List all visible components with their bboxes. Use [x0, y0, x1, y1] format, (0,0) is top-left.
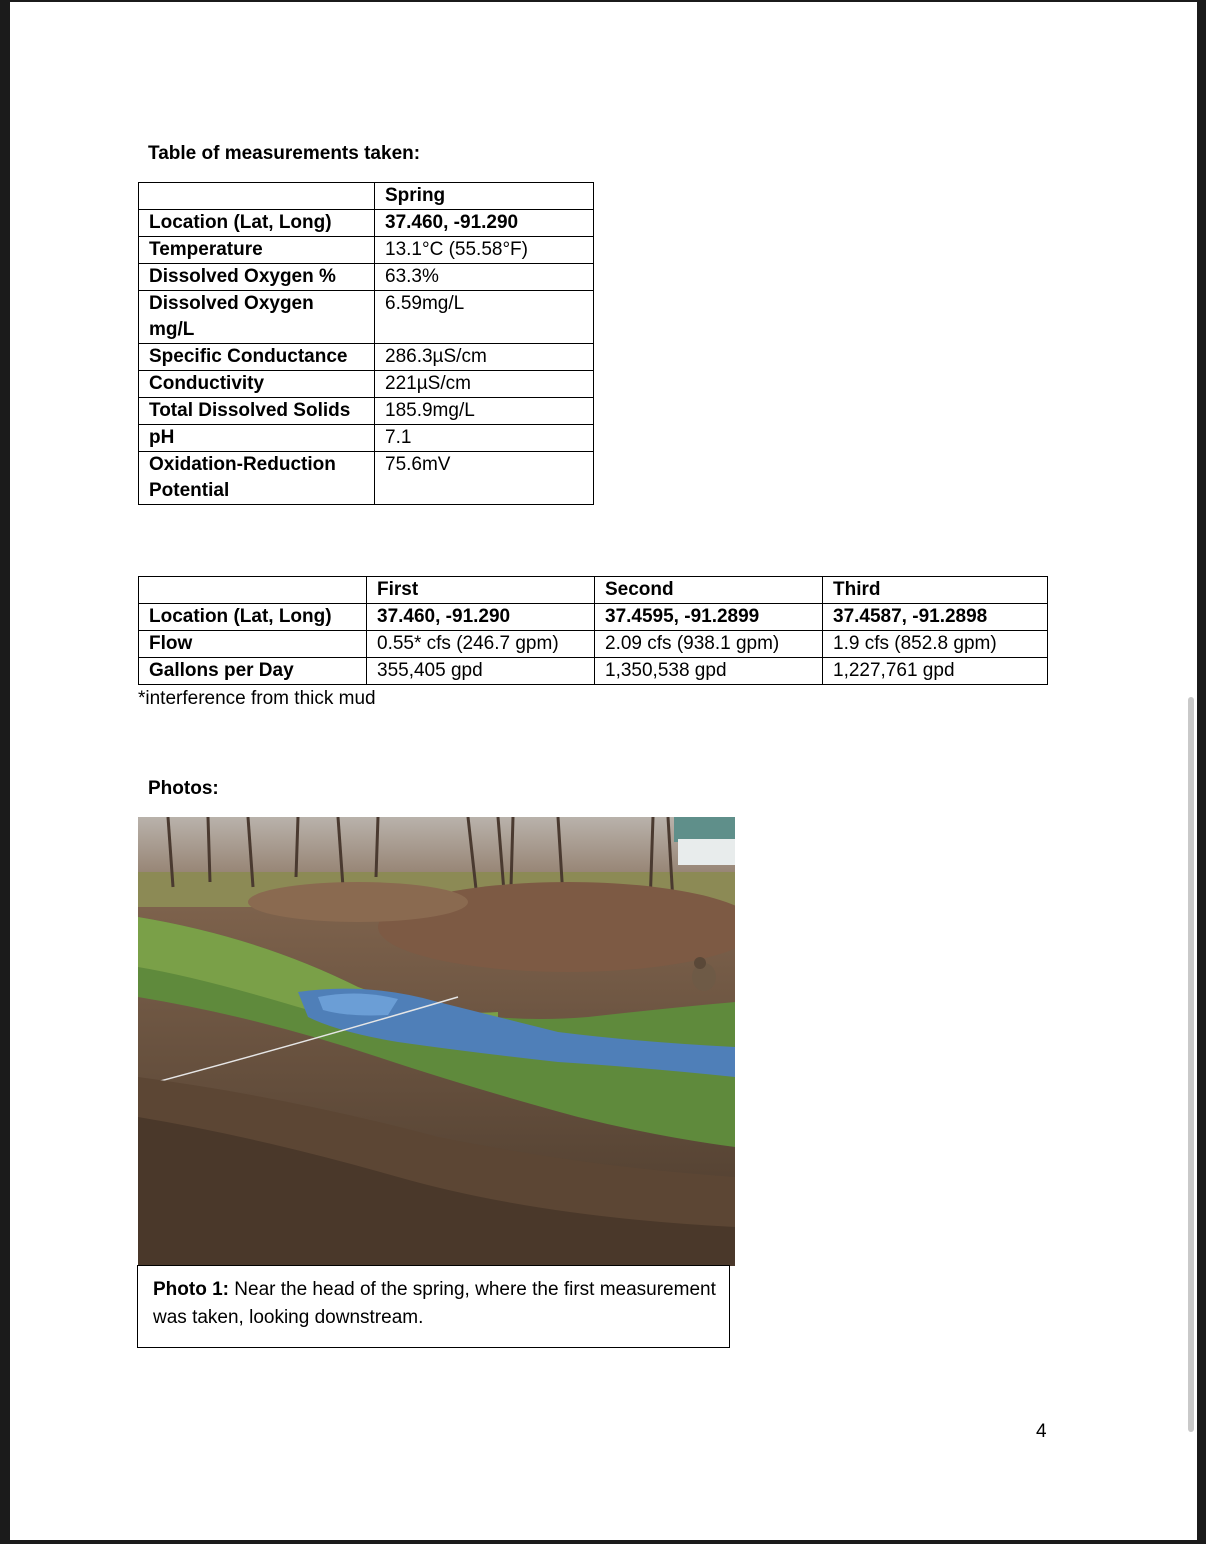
table-row — [139, 425, 594, 452]
spring-photo — [138, 817, 735, 1266]
row-label: pH — [139, 425, 375, 452]
table-row — [139, 237, 594, 264]
page-number: 4 — [1036, 1421, 1047, 1442]
row-value: 185.9mg/L — [375, 398, 594, 425]
row-value: 1,227,761 gpd — [823, 658, 1048, 685]
row-value: 286.3µS/cm — [375, 344, 594, 371]
row-value: 355,405 gpd — [367, 658, 595, 685]
row-value: 2.09 cfs (938.1 gpm) — [595, 631, 823, 658]
row-value: 1,350,538 gpd — [595, 658, 823, 685]
table-row — [139, 604, 1048, 631]
row-value: 37.4587, -91.2898 — [823, 604, 1048, 631]
row-label: Oxidation-Reduction Potential — [139, 452, 375, 505]
row-value: 221µS/cm — [375, 371, 594, 398]
row-label: Total Dissolved Solids — [139, 398, 375, 425]
table-row — [139, 577, 1048, 604]
table-row — [139, 398, 594, 425]
footnote: *interference from thick mud — [138, 688, 376, 709]
photo-caption — [137, 1265, 730, 1348]
row-value: 37.460, -91.290 — [375, 210, 594, 237]
row-value: 75.6mV — [375, 452, 594, 505]
row-label: Location (Lat, Long) — [139, 604, 367, 631]
row-label: Specific Conductance — [139, 344, 375, 371]
table-row — [139, 452, 594, 505]
row-value: 0.55* cfs (246.7 gpm) — [367, 631, 595, 658]
flow-measurements-table — [138, 576, 1048, 685]
row-label: Flow — [139, 631, 367, 658]
table-header: Second — [595, 577, 823, 604]
table-row — [139, 291, 594, 344]
table-row — [139, 658, 1048, 685]
spring-measurements-table — [138, 182, 594, 505]
table-header: Third — [823, 577, 1048, 604]
caption-label: Photo 1: — [153, 1279, 229, 1300]
row-value: 13.1°C (55.58°F) — [375, 237, 594, 264]
row-value: 1.9 cfs (852.8 gpm) — [823, 631, 1048, 658]
table-row — [139, 210, 594, 237]
table-row — [139, 371, 594, 398]
table-row — [139, 631, 1048, 658]
row-label: Dissolved Oxygen % — [139, 264, 375, 291]
row-label: Location (Lat, Long) — [139, 210, 375, 237]
photos-heading: Photos: — [148, 778, 219, 799]
measurements-heading: Table of measurements taken: — [148, 143, 421, 164]
table-row — [139, 344, 594, 371]
row-label: Gallons per Day — [139, 658, 367, 685]
table-header: First — [367, 577, 595, 604]
caption-text: Near the head of the spring, where the first measurement was taken, looking downstream. — [153, 1279, 716, 1328]
table-row — [139, 183, 594, 210]
vertical-scrollbar[interactable] — [1188, 697, 1194, 1432]
row-value: 6.59mg/L — [375, 291, 594, 344]
table-cell — [139, 577, 367, 604]
table-row — [139, 264, 594, 291]
table-cell — [139, 183, 375, 210]
row-label: Temperature — [139, 237, 375, 264]
table-header: Spring — [375, 183, 594, 210]
row-value: 63.3% — [375, 264, 594, 291]
row-label: Dissolved Oxygen mg/L — [139, 291, 375, 344]
row-value: 7.1 — [375, 425, 594, 452]
row-value: 37.460, -91.290 — [367, 604, 595, 631]
row-value: 37.4595, -91.2899 — [595, 604, 823, 631]
row-label: Conductivity — [139, 371, 375, 398]
